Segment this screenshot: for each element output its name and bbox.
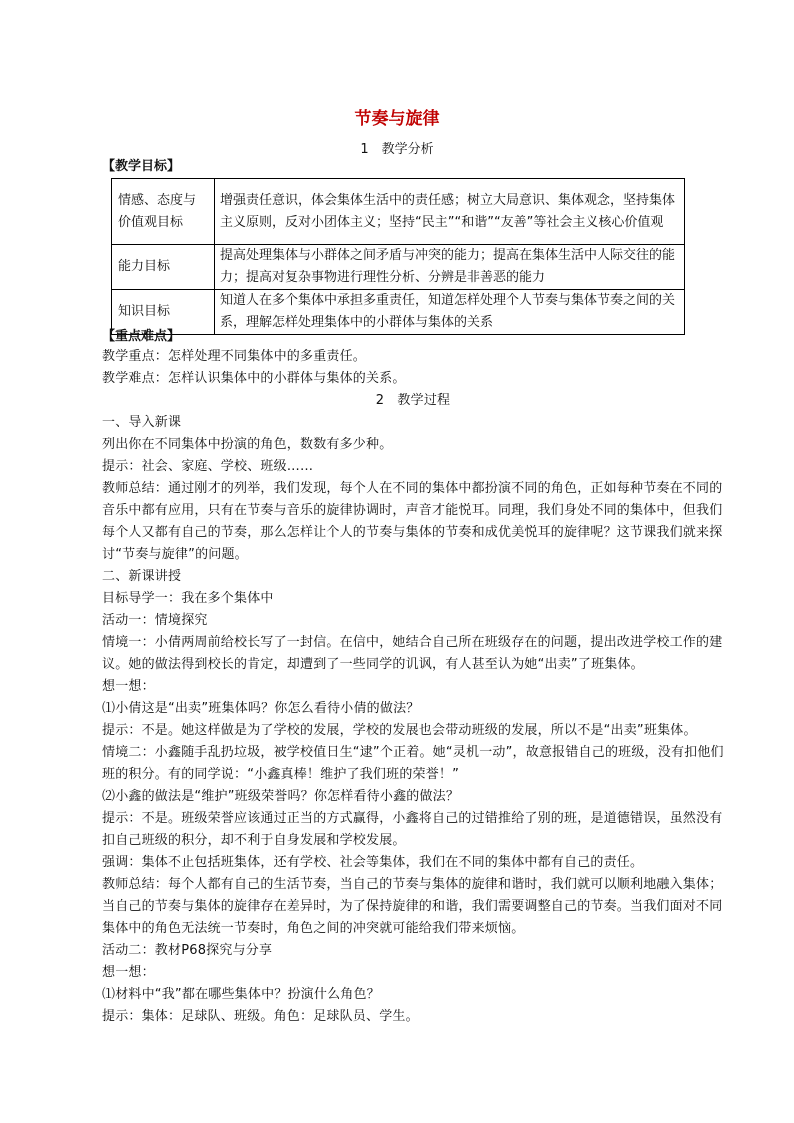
goal-value: 增强责任意识，体会集体生活中的责任感；树立大局意识、集体观念，坚持集体主义原则，反对小团体主义；坚持“民主”“和谐”“友善”等社会主义核心价值观 xyxy=(215,179,685,245)
paragraph: 教师总结：每个人都有自己的生活节奏，当自己的节奏与集体的旋律和谐时，我们就可以顺利地融入集体；当自己的节奏与集体的旋律存在差异时，为了保持旋律的和谐，我们需要调整自己的节奏。当我们面对不同集体中的角色无法统一节奏时，角色之间的冲突就可能给我们带来烦恼。 xyxy=(102,877,723,936)
paragraph: ⑴小倩这是“出卖”班集体吗？你怎么看待小倩的做法？ xyxy=(102,701,420,716)
paragraph: 提示：社会、家庭、学校、班级…… xyxy=(102,459,314,474)
document-body xyxy=(102,346,724,1028)
paragraph: 想一想： xyxy=(102,965,155,980)
table-row xyxy=(112,290,685,335)
table-row xyxy=(112,245,685,290)
section-heading-analysis: 1 教学分析 xyxy=(360,142,434,157)
paragraph: 活动一：情境探究 xyxy=(102,613,208,628)
paragraph: 想一想： xyxy=(102,679,155,694)
table-row xyxy=(112,179,685,245)
goal-key xyxy=(112,245,215,290)
difficult-point: 教学难点：怎样认识集体中的小群体与集体的关系。 xyxy=(102,371,406,386)
goal-key-line: 知识目标 xyxy=(118,304,171,319)
paragraph: ⑴材料中“我”都在哪些集体中？扮演什么角色？ xyxy=(102,987,380,1002)
paragraph: 情境一：小倩两周前给校长写了一封信。在信中，她结合自己所在班级存在的问题，提出改进学校工作的建议。她的做法得到校长的肯定，却遭到了一些同学的讥讽，有人甚至认为她“出卖”了班集体。 xyxy=(102,635,723,672)
goal-key-line: 情感、态度与 xyxy=(118,192,197,208)
paragraph: 提示：不是。她这样做是为了学校的发展，学校的发展也会带动班级的发展，所以不是“出卖”班集体。 xyxy=(102,723,697,738)
paragraph: 强调：集体不止包括班集体，还有学校、社会等集体，我们在不同的集体中都有自己的责任。 xyxy=(102,855,644,870)
paragraph: ⑵小鑫的做法是“维护”班级荣誉吗？你怎样看待小鑫的做法？ xyxy=(102,789,460,804)
paragraph: 情境二：小鑫随手乱扔垃圾，被学校值日生“逮”个正着。她“灵机一动”，故意报错自己的班级，没有扣他们班的积分。有的同学说：“小鑫真棒！维护了我们班的荣誉！” xyxy=(102,745,724,782)
paragraph: 活动二：教材P68探究与分享 xyxy=(102,943,273,958)
key-point: 教学重点：怎样处理不同集体中的多重责任。 xyxy=(102,349,367,364)
goal-value: 知道人在多个集体中承担多重责任，知道怎样处理个人节奏与集体节奏之间的关系，理解怎样处理集体中的小群体与集体的关系 xyxy=(215,290,685,335)
section-heading-process: 2 教学过程 xyxy=(375,393,451,408)
keypoints-heading: 【重点难点】 xyxy=(102,329,181,344)
paragraph: 教师总结：通过刚才的列举，我们发现，每个人在不同的集体中都扮演不同的角色，正如每种节奏在不同的音乐中都有应用，只有在节奏与音乐的旋律协调时，声音才能悦耳。同理，我们身处不同的集体中，但我们每个人又都有自己的节奏，那么怎样让个人的节奏与集体的节奏和成优美悦耳的旋律呢？这节课我们就来探讨“节奏与旋律”的问题。 xyxy=(102,481,723,562)
page-title: 节奏与旋律 xyxy=(354,109,440,129)
goal-key-line: 能力目标 xyxy=(118,259,171,274)
goal-value: 提高处理集体与小群体之间矛盾与冲突的能力；提高在集体生活中人际交往的能力；提高对复杂事物进行理性分析、分辨是非善恶的能力 xyxy=(215,245,685,290)
paragraph: 提示：集体：足球队、班级。角色：足球队员、学生。 xyxy=(102,1009,419,1024)
goals-heading: 【教学目标】 xyxy=(102,159,181,174)
paragraph: 目标导学一：我在多个集体中 xyxy=(102,591,274,606)
paragraph: 一、导入新课 xyxy=(102,415,182,430)
goals-table xyxy=(111,178,685,335)
goal-key-line: 价值观目标 xyxy=(118,214,184,230)
paragraph: 提示：不是。班级荣誉应该通过正当的方式赢得，小鑫将自己的过错推给了别的班，是道德错误，虽然没有扣自己班级的积分，却不利于自身发展和学校发展。 xyxy=(102,811,723,848)
paragraph: 二、新课讲授 xyxy=(102,569,182,584)
paragraph: 列出你在不同集体中扮演的角色，数数有多少种。 xyxy=(102,437,393,452)
goal-key xyxy=(112,179,215,245)
